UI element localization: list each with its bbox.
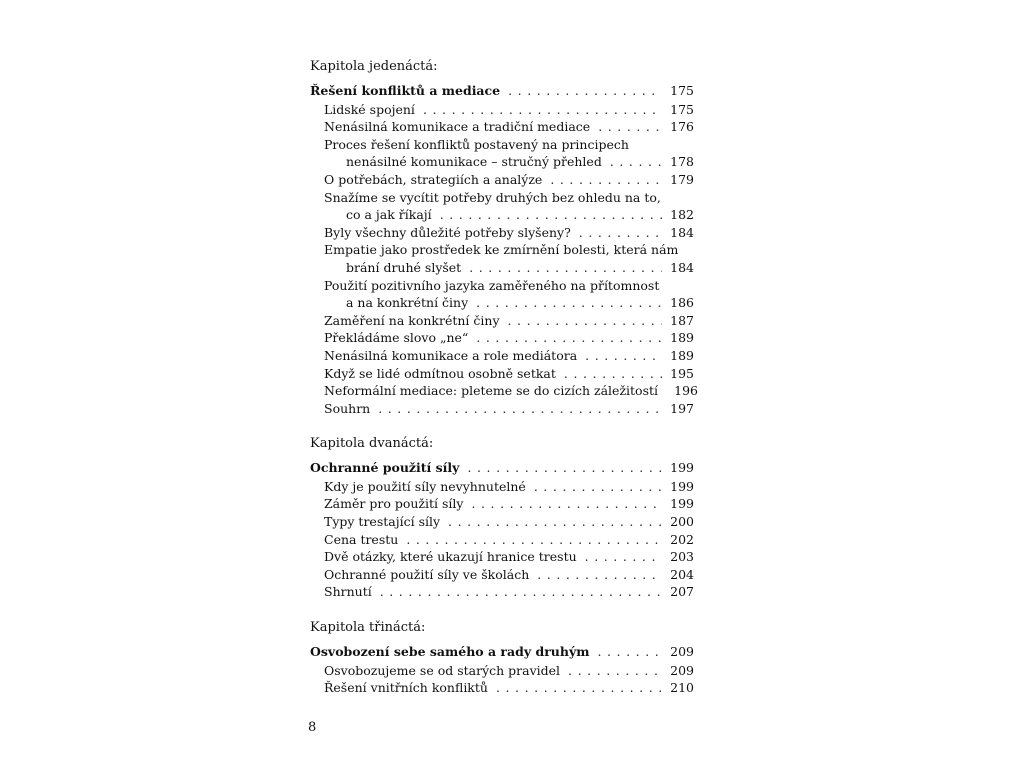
page-number: 189 <box>670 330 694 346</box>
entry-title: Řešení vnitřních konfliktů <box>324 680 488 696</box>
page-number: 199 <box>670 478 694 494</box>
chapter-title: Řešení konfliktů a mediace <box>310 83 501 98</box>
entry-title: Nenásilná komunikace a tradiční mediace <box>324 119 591 135</box>
toc-entry[interactable] <box>310 531 694 549</box>
toc-entry[interactable] <box>310 171 694 189</box>
chapter-title-entry[interactable] <box>310 82 694 100</box>
chapter-label: Kapitola jedenáctá: <box>310 59 438 74</box>
entry-title: Nenásilná komunikace a role mediátora <box>324 347 578 363</box>
chapter-11 <box>310 58 699 417</box>
page-number: 196 <box>674 383 699 399</box>
page-number: 204 <box>670 566 694 582</box>
page-number: 187 <box>670 312 694 328</box>
page-number: 176 <box>670 119 694 135</box>
dot-leader <box>564 365 662 383</box>
dot-leader <box>440 206 662 224</box>
toc-entry[interactable] <box>310 679 694 697</box>
table-of-contents <box>310 58 699 697</box>
page-number: 209 <box>670 644 694 660</box>
chapter-12 <box>310 435 694 601</box>
entry-title: Neformální mediace: pleteme se do cizích záležitostí <box>324 383 659 399</box>
chapter-label: Kapitola třináctá: <box>310 620 426 636</box>
dot-leader <box>585 548 662 566</box>
entry-title: Snažíme se vycítit potřeby druhých bez ohledu na to, <box>324 189 661 205</box>
page-number: 199 <box>670 460 694 476</box>
toc-entry[interactable] <box>310 566 694 584</box>
entry-title: Dvě otázky, které ukazují hranice trestu <box>324 549 577 565</box>
dot-leader <box>378 400 662 418</box>
page-number: 202 <box>670 531 694 547</box>
page-number: 209 <box>670 662 694 678</box>
entry-title-continued: a na konkrétní činy <box>346 295 469 311</box>
entry-title: Osvobozujeme se od starých pravidel <box>324 662 561 678</box>
page-number: 207 <box>670 584 694 600</box>
page-number: 175 <box>670 83 694 98</box>
dot-leader <box>448 513 662 531</box>
entry-title: Použití pozitivního jazyka zaměřeného na přítomnost <box>324 277 660 293</box>
toc-entry[interactable] <box>310 548 694 566</box>
page-number: 186 <box>670 295 694 311</box>
dot-leader <box>380 583 662 601</box>
page-number: 199 <box>670 496 694 512</box>
toc-entry[interactable] <box>310 400 694 418</box>
dot-leader <box>550 171 662 189</box>
dot-leader <box>537 566 662 584</box>
page-number: 200 <box>670 514 694 530</box>
toc-entry[interactable] <box>310 189 694 224</box>
dot-leader <box>585 347 662 365</box>
page-number: 184 <box>670 259 694 275</box>
toc-entry[interactable] <box>310 513 694 531</box>
chapter-label: Kapitola dvanáctá: <box>310 436 434 452</box>
dot-leader <box>496 679 662 697</box>
entry-title: O potřebách, strategiích a analýze <box>324 171 543 187</box>
entry-title: Záměr pro použití síly <box>324 496 464 512</box>
dot-leader <box>471 495 662 513</box>
dot-leader <box>406 531 662 549</box>
entry-title: Typy trestající síly <box>324 514 441 530</box>
toc-entry[interactable] <box>310 312 694 330</box>
entry-title: Překládáme slovo „ne“ <box>324 330 469 346</box>
entry-title: Proces řešení konfliktů postavený na principech <box>324 136 629 152</box>
entry-title: Cena trestu <box>324 531 399 547</box>
dot-leader <box>469 259 662 277</box>
dot-leader <box>423 101 662 119</box>
dot-leader <box>610 153 662 171</box>
dot-leader <box>597 643 662 661</box>
entry-title: Empatie jako prostředek ke zmírnění bolesti, která nám <box>324 242 679 258</box>
entry-title: Kdy je použití síly nevyhnutelné <box>324 478 526 494</box>
entry-title: Ochranné použití síly ve školách <box>324 566 530 582</box>
toc-entry[interactable] <box>310 277 694 312</box>
page-number: 189 <box>670 347 694 363</box>
page-number: 179 <box>670 171 694 187</box>
dot-leader <box>476 329 662 347</box>
toc-entry[interactable] <box>310 241 694 276</box>
dot-leader <box>534 478 662 496</box>
toc-entry[interactable] <box>310 118 694 136</box>
dot-leader <box>467 459 662 477</box>
entry-title: Shrnutí <box>324 584 372 600</box>
entry-title: Byly všechny důležité potřeby slyšeny? <box>324 224 571 240</box>
toc-entry[interactable] <box>310 101 694 119</box>
toc-entry[interactable] <box>310 478 694 496</box>
entry-title: Zaměření na konkrétní činy <box>324 312 500 328</box>
toc-entry[interactable] <box>310 136 694 171</box>
toc-entry[interactable] <box>310 495 694 513</box>
toc-entry[interactable] <box>310 583 694 601</box>
page-number-footer: 8 <box>308 720 317 735</box>
page-number: 184 <box>670 224 694 240</box>
toc-entry[interactable] <box>310 662 694 680</box>
entry-title-continued: nenásilné komunikace – stručný přehled <box>346 154 602 170</box>
page-number: 203 <box>670 549 694 565</box>
page-number: 195 <box>670 365 694 381</box>
entry-title: Lidské spojení <box>324 101 415 117</box>
chapter-title: Osvobození sebe samého a rady druhým <box>310 644 590 660</box>
chapter-title-entry[interactable] <box>310 643 694 661</box>
chapter-title: Ochranné použití síly <box>310 460 460 476</box>
entry-title: Když se lidé odmítnou osobně setkat <box>324 365 556 381</box>
page-number: 197 <box>670 400 694 416</box>
chapter-title-entry[interactable] <box>310 459 694 477</box>
page-number: 210 <box>670 680 694 696</box>
dot-leader <box>579 224 662 242</box>
entry-title: Souhrn <box>324 400 371 416</box>
dot-leader <box>568 662 662 680</box>
entry-title-continued: brání druhé slyšet <box>346 259 462 275</box>
dot-leader <box>476 294 662 312</box>
dot-leader <box>598 118 662 136</box>
chapter-13 <box>310 619 694 697</box>
dot-leader <box>508 82 662 100</box>
toc-entry[interactable] <box>310 329 694 347</box>
entry-title-continued: co a jak říkají <box>346 207 432 223</box>
page-number: 175 <box>670 101 694 117</box>
toc-entry[interactable] <box>310 365 694 383</box>
toc-entry[interactable] <box>310 224 694 242</box>
dot-leader <box>508 312 662 330</box>
page-number: 178 <box>670 154 694 170</box>
toc-entry[interactable] <box>310 347 694 365</box>
toc-entry[interactable] <box>310 382 699 400</box>
page-number: 182 <box>670 207 694 223</box>
